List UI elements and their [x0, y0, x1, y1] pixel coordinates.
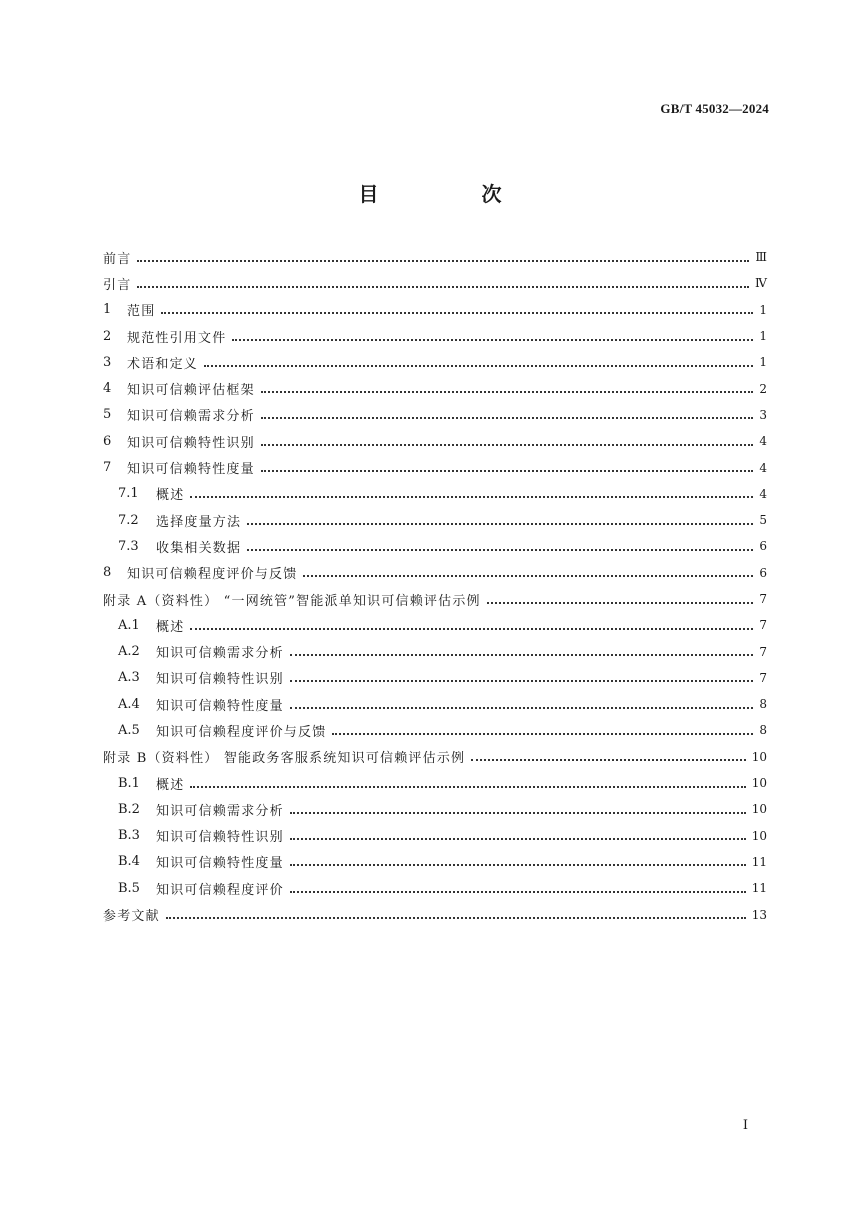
toc-dot-leader — [190, 777, 745, 790]
toc-entry[interactable] — [103, 612, 767, 638]
toc-entry[interactable] — [103, 375, 767, 401]
toc-entry-page: 7 — [759, 644, 767, 659]
toc-dot-leader — [247, 514, 753, 527]
toc-dot-leader — [247, 540, 753, 553]
toc-entry[interactable] — [103, 691, 767, 717]
toc-entry-label: 术语和定义 — [127, 356, 199, 372]
toc-entry-page: 10 — [751, 828, 767, 843]
toc-entry[interactable] — [103, 823, 767, 849]
toc-dot-leader — [303, 566, 753, 579]
toc-entry-label: 知识可信赖特性识别 — [156, 672, 284, 688]
toc-dot-leader — [487, 593, 753, 606]
toc-entry[interactable] — [103, 507, 767, 533]
toc-entry-page: 11 — [751, 881, 767, 896]
toc-dot-leader — [161, 303, 753, 316]
toc-entry-label: 知识可信赖需求分析 — [156, 803, 284, 819]
toc-entry-page: 10 — [751, 802, 767, 817]
toc-entry-label: 知识可信赖程度评价与反馈 — [156, 724, 327, 740]
toc-entry-label: 收集相关数据 — [156, 540, 242, 556]
toc-entry-number: B.5 — [118, 880, 140, 896]
toc-entry-number: A.1 — [118, 617, 140, 633]
toc-entry-page: 1 — [759, 302, 767, 317]
toc-entry-number: 8 — [103, 565, 112, 581]
toc-entry-number: A.5 — [118, 722, 140, 738]
toc-entry-label: 知识可信赖特性度量 — [156, 856, 284, 872]
toc-dot-leader — [261, 461, 753, 474]
standard-number: GB/T 45032—2024 — [660, 101, 769, 116]
toc-entry-label: 选择度量方法 — [156, 514, 242, 530]
toc-entry[interactable] — [103, 323, 767, 349]
toc-entry[interactable] — [103, 428, 767, 454]
toc-entry-number: A.2 — [118, 644, 140, 660]
toc-dot-leader — [290, 698, 753, 711]
toc-dot-leader — [290, 855, 746, 868]
toc-entry-number: 7.3 — [118, 538, 139, 554]
toc-entry-page: 11 — [751, 854, 767, 869]
toc-entry-label: 规范性引用文件 — [127, 330, 227, 346]
toc-entry[interactable] — [103, 586, 767, 612]
toc-entry-page: 1 — [759, 329, 767, 344]
toc-dot-leader — [137, 277, 749, 290]
toc-entry[interactable] — [103, 454, 767, 480]
toc-entry-label: 概述 — [156, 619, 185, 635]
toc-entry[interactable] — [103, 638, 767, 664]
toc-entry-label: 范围 — [127, 304, 156, 320]
toc-entry-page: 10 — [751, 776, 767, 791]
toc-entry-number: B.2 — [118, 801, 140, 817]
toc-entry-number: 2 — [103, 328, 112, 344]
toc-entry-page: Ⅲ — [755, 250, 767, 265]
toc-entry[interactable] — [103, 533, 767, 559]
toc-entry-label: 知识可信赖特性识别 — [156, 830, 284, 846]
toc-dot-leader — [190, 487, 753, 500]
toc-entry-label: 知识可信赖需求分析 — [127, 409, 255, 425]
toc-entry-label: 知识可信赖需求分析 — [156, 646, 284, 662]
toc-entry[interactable] — [103, 875, 767, 901]
toc-dot-leader — [471, 750, 746, 763]
toc-entry-number: 3 — [103, 354, 112, 370]
toc-entry-page: 10 — [751, 749, 767, 764]
toc-dot-leader — [290, 803, 746, 816]
toc-entry[interactable] — [103, 244, 767, 270]
toc-entry-page: 4 — [759, 434, 767, 449]
toc-entry[interactable] — [103, 849, 767, 875]
toc-entry-page: Ⅳ — [755, 276, 767, 291]
toc-dot-leader — [232, 330, 753, 343]
toc-entry-number: A.4 — [118, 696, 140, 712]
toc-entry-page: 6 — [759, 565, 767, 580]
toc-dot-leader — [332, 724, 753, 737]
toc-dot-leader — [137, 251, 749, 264]
toc-entry-number: B.3 — [118, 828, 140, 844]
toc-entry-number: 6 — [103, 433, 112, 449]
toc-entry-label: 前言 — [103, 251, 132, 267]
toc-entry[interactable] — [103, 665, 767, 691]
toc-entry-number: A.3 — [118, 670, 140, 686]
toc-entry-number: 7 — [103, 460, 112, 476]
toc-entry[interactable] — [103, 481, 767, 507]
toc-entry-page: 3 — [759, 407, 767, 422]
toc-entry[interactable] — [103, 270, 767, 296]
toc-entry-page: 6 — [759, 539, 767, 554]
toc-entry-page: 8 — [759, 723, 767, 738]
toc-entry-label: 概述 — [156, 488, 185, 504]
toc-entry-label: 知识可信赖程度评价与反馈 — [127, 567, 298, 583]
toc-entry-page: 13 — [751, 907, 767, 922]
toc-entry-number: 1 — [103, 302, 112, 318]
toc-entry[interactable] — [103, 717, 767, 743]
toc-dot-leader — [290, 671, 753, 684]
toc-entry-page: 1 — [759, 355, 767, 370]
toc-dot-leader — [261, 408, 753, 421]
toc-entry-label: 知识可信赖评估框架 — [127, 383, 255, 399]
toc-entry-page: 2 — [759, 381, 767, 396]
toc-dot-leader — [261, 382, 753, 395]
toc-entry-page: 8 — [759, 697, 767, 712]
toc-entry-label: 引言 — [103, 277, 132, 293]
toc-dot-leader — [261, 435, 753, 448]
toc-entry-page: 7 — [759, 618, 767, 633]
toc-entry[interactable] — [103, 297, 767, 323]
toc-entry-number: B.4 — [118, 854, 140, 870]
toc-entry-label: 附录 A（资料性） “一网统管”智能派单知识可信赖评估示例 — [103, 593, 481, 609]
table-of-contents — [103, 244, 767, 928]
toc-entry-number: 7.1 — [118, 486, 139, 502]
toc-entry[interactable] — [103, 770, 767, 796]
toc-entry-number: B.1 — [118, 775, 140, 791]
toc-entry-number: 4 — [103, 381, 112, 397]
toc-dot-leader — [204, 356, 753, 369]
toc-entry-label: 知识可信赖特性识别 — [127, 435, 255, 451]
toc-entry[interactable] — [103, 560, 767, 586]
toc-entry-label: 知识可信赖特性度量 — [156, 698, 284, 714]
toc-entry-page: 4 — [759, 486, 767, 501]
toc-entry-label: 参考文献 — [103, 909, 160, 925]
toc-entry[interactable] — [103, 901, 767, 927]
toc-entry-page: 7 — [759, 670, 767, 685]
toc-dot-leader — [290, 882, 746, 895]
toc-entry-page: 4 — [759, 460, 767, 475]
page-title: 目 次 — [358, 182, 550, 206]
toc-entry-number: 5 — [103, 407, 112, 423]
toc-entry-page: 5 — [759, 513, 767, 528]
toc-entry[interactable] — [103, 402, 767, 428]
toc-entry-label: 知识可信赖程度评价 — [156, 882, 284, 898]
toc-entry-page: 7 — [759, 592, 767, 606]
toc-entry-label: 附录 B（资料性） 智能政务客服系统知识可信赖评估示例 — [103, 751, 466, 767]
toc-dot-leader — [290, 645, 753, 658]
toc-entry-label: 概述 — [156, 777, 185, 793]
toc-entry[interactable] — [103, 349, 767, 375]
toc-entry-label: 知识可信赖特性度量 — [127, 462, 255, 478]
page-number: I — [742, 1118, 748, 1133]
toc-dot-leader — [190, 619, 753, 632]
toc-entry[interactable] — [103, 796, 767, 822]
toc-dot-leader — [290, 829, 746, 842]
toc-entry-number: 7.2 — [118, 512, 139, 528]
toc-dot-leader — [166, 908, 746, 921]
toc-entry[interactable] — [103, 744, 767, 770]
